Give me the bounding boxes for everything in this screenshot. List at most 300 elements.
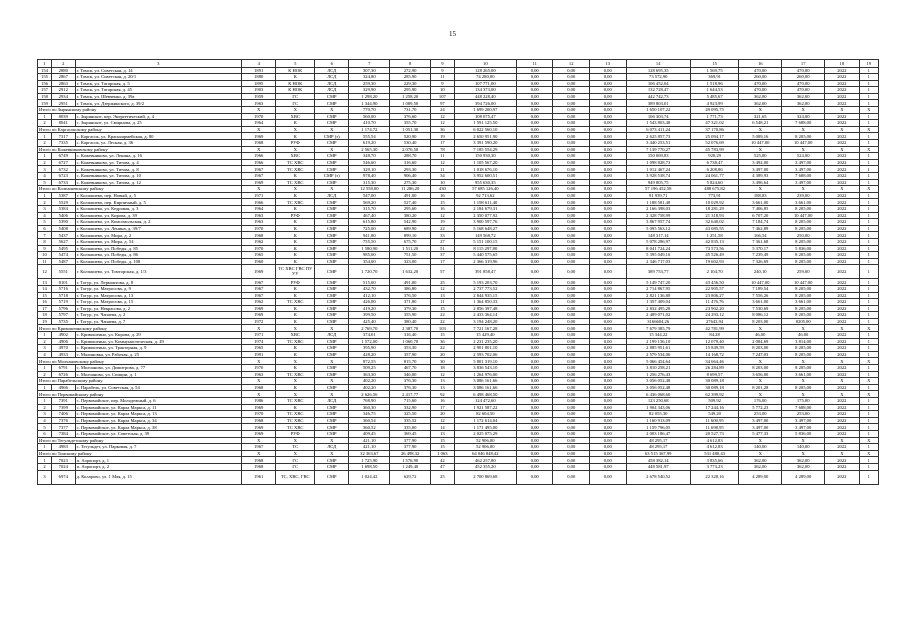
table-cell: 1991 — [242, 351, 276, 358]
table-cell: 13 — [431, 430, 455, 437]
table-cell: 0,00 — [589, 332, 626, 339]
table-cell: 156 — [38, 80, 52, 87]
table-cell: X — [315, 437, 349, 444]
table-cell: 1968 — [242, 457, 276, 464]
table-cell: X — [242, 358, 276, 365]
table-cell: г. Тогур, ул. Некрасова, д. 2 — [75, 305, 241, 312]
table-cell: X — [315, 325, 349, 332]
table-cell: 0,00 — [589, 126, 626, 133]
table-cell: 10 447,00 — [739, 279, 782, 286]
table-cell: 2022 — [825, 463, 859, 470]
table-cell: 524,00 — [782, 153, 825, 160]
table-cell: 1 — [859, 166, 878, 173]
table-cell: 2 — [38, 159, 52, 166]
table-cell: 2022 — [825, 225, 859, 232]
table-cell: 1962 — [242, 238, 276, 245]
table-cell: СМР — [315, 120, 349, 127]
table-cell: 0,00 — [553, 186, 590, 193]
table-cell: 1 — [859, 384, 878, 391]
table-cell: 560,00 — [349, 113, 390, 120]
table-cell: 0,00 — [589, 166, 626, 173]
table-cell: 1970 — [242, 411, 276, 418]
table-cell: 1 — [859, 365, 878, 372]
table-cell: 1 771,73 — [690, 113, 738, 120]
table-cell: 5 485,67 — [690, 93, 738, 100]
table-cell: 419,20 — [349, 305, 390, 312]
table-cell: 3 194 248,20 — [454, 318, 516, 325]
table-cell: 253,00 — [782, 411, 825, 418]
table-cell: ТС ХВС — [276, 424, 315, 431]
table-cell: 37 170,86 — [690, 126, 738, 133]
table-cell: 2880 — [51, 67, 75, 74]
table-cell: X — [315, 378, 349, 385]
table-cell: 8 205,00 — [782, 345, 825, 352]
table-cell: 0,00 — [516, 159, 553, 166]
table-cell: 5 078 286,97 — [626, 238, 690, 245]
table-cell: ЛСД — [315, 192, 349, 199]
table-cell: 377,90 — [390, 437, 431, 444]
table-cell: X — [859, 325, 878, 332]
table-cell: 0,00 — [553, 212, 590, 219]
table-cell: ЛСД — [315, 332, 349, 339]
table-cell: 157 — [38, 87, 52, 94]
table-cell: г. Томск, ул. Татарская, д. 45 — [75, 87, 241, 94]
table-cell: 1969 — [242, 430, 276, 437]
table-cell: 2 — [38, 199, 52, 206]
table-cell: 1 174,72 — [349, 126, 390, 133]
table-cell: К — [276, 252, 315, 259]
table-cell: 10 029,92 — [690, 199, 738, 206]
table-cell: X — [242, 437, 276, 444]
table-cell: Итого по Колпашевскому району — [38, 186, 242, 193]
table-cell: 285,90 — [390, 74, 431, 81]
table-cell: X — [739, 146, 782, 153]
table-cell: СМР — [315, 153, 349, 160]
table-cell: 0,00 — [516, 87, 553, 94]
table-cell: 18 — [38, 312, 52, 319]
table-cell: 5 395 049,16 — [626, 252, 690, 259]
table-cell: X — [782, 391, 825, 398]
table-cell: 11 476,76 — [690, 299, 738, 306]
table-cell: 3 391 590,20 — [454, 140, 516, 147]
table-cell: 357,90 — [390, 351, 431, 358]
table-cell: 3 497,00 — [782, 424, 825, 431]
table-cell: 421,10 — [349, 437, 390, 444]
table-cell: 0,00 — [516, 146, 553, 153]
table-cell: 399,50 — [349, 312, 390, 319]
table-cell: К НОК — [276, 80, 315, 87]
table-cell: 355,90 — [390, 312, 431, 319]
table-cell: 0,00 — [589, 470, 626, 484]
table-cell: 2022 — [825, 384, 859, 391]
table-cell: 362,00 — [739, 100, 782, 107]
table-cell: 362,00 — [782, 100, 825, 107]
table-cell: 5718 — [51, 292, 75, 299]
table-cell: 0,00 — [553, 166, 590, 173]
table-cell: 27643,94 — [690, 318, 738, 325]
table-cell: 354,00 — [349, 258, 390, 265]
table-cell: 462 257,80 — [454, 457, 516, 464]
table-cell: ТС ХВС — [276, 417, 315, 424]
table-cell: 46,00 — [739, 332, 782, 339]
table-cell: 0,00 — [516, 232, 553, 239]
table-cell: 0,00 — [516, 351, 553, 358]
table-cell: 0,00 — [516, 457, 553, 464]
table-cell: 425,40 — [349, 318, 390, 325]
table-cell: 19 602,93 — [690, 258, 738, 265]
table-cell: 2 — [38, 371, 52, 378]
table-cell: 5 477,33 — [739, 430, 782, 437]
table-cell: ТС ХВС — [276, 199, 315, 206]
table-cell: 0,00 — [553, 232, 590, 239]
table-cell: 0,00 — [553, 345, 590, 352]
table-cell: 5719 — [51, 299, 75, 306]
table-cell: X — [276, 186, 315, 193]
table-cell: 0,00 — [589, 299, 626, 306]
table-cell: 7 530,69 — [739, 305, 782, 312]
table-cell: 22 — [431, 318, 455, 325]
table-cell: 5 824,60 — [690, 179, 738, 186]
table-cell: 0,00 — [553, 219, 590, 226]
table-cell: СМР — [315, 219, 349, 226]
page-number: 15 — [449, 30, 456, 38]
table-cell: 3 056 052,48 — [626, 384, 690, 391]
table-cell: 259,00 — [782, 265, 825, 279]
table-cell: 1971 — [242, 192, 276, 199]
table-cell: 380,20 — [390, 212, 431, 219]
table-cell: 0,00 — [516, 299, 553, 306]
table-cell: 1 — [859, 159, 878, 166]
table-cell: 4 — [242, 60, 276, 68]
table-cell: 3 661,00 — [739, 199, 782, 206]
district-total-row — [38, 126, 879, 133]
table-cell: 13 — [431, 384, 455, 391]
table-cell: 26 498,32 — [390, 450, 431, 457]
table-cell: 0,00 — [553, 358, 590, 365]
table-cell: 9 — [431, 60, 455, 68]
table-cell: 7023 — [51, 457, 75, 464]
table-cell: 107 771,00 — [454, 80, 516, 87]
table-cell: 11 — [38, 258, 52, 265]
table-cell: 2022 — [825, 133, 859, 140]
table-cell: 128 265,00 — [454, 67, 516, 74]
table-cell: СМР — [315, 113, 349, 120]
table-cell: 1 — [38, 192, 52, 199]
table-cell: 4 — [38, 173, 52, 180]
table-cell: с. Кожевниково, ул. Титова, д. 8 — [75, 166, 241, 173]
table-cell: 17 — [431, 404, 455, 411]
table-cell: 402,20 — [349, 378, 390, 385]
table-cell: 21 318,93 — [690, 212, 738, 219]
table-cell: 15 — [431, 199, 455, 206]
table-cell: 0,00 — [589, 391, 626, 398]
table-cell: 0,00 — [553, 238, 590, 245]
table-cell: 47 — [431, 463, 455, 470]
table-cell: 0,00 — [516, 153, 553, 160]
table-cell: 0,00 — [589, 463, 626, 470]
table-cell: 2 104,70 — [690, 265, 738, 279]
table-cell: 47 321,02 — [690, 120, 738, 127]
table-cell: 6 707,20 — [739, 212, 782, 219]
table-cell: 0,00 — [553, 225, 590, 232]
table-cell: СМР — [315, 351, 349, 358]
table-cell: 2022 — [825, 404, 859, 411]
table-cell: 22 — [431, 225, 455, 232]
table-cell: 12 079,40 — [690, 338, 738, 345]
table-cell: 6 073 411,24 — [626, 126, 690, 133]
table-row — [38, 140, 879, 147]
table-cell: 1 — [859, 199, 878, 206]
table-cell: X — [739, 437, 782, 444]
table-cell: 19 — [38, 318, 52, 325]
table-cell: 11 — [431, 299, 455, 306]
table-cell: 62 399,92 — [690, 391, 738, 398]
table-cell: г. Томск, ул. Советская, д. 20/1 — [75, 74, 241, 81]
table-cell: 1 098 828,73 — [626, 159, 690, 166]
table-cell: 0,00 — [553, 292, 590, 299]
table-cell: 7 688,00 — [782, 404, 825, 411]
table-cell: X — [739, 325, 782, 332]
table-cell: 14 — [431, 424, 455, 431]
table-cell: 619,20 — [349, 140, 390, 147]
table-cell: К — [276, 365, 315, 372]
table-cell: 16 — [739, 60, 782, 68]
table-cell: 8 — [390, 60, 431, 68]
table-cell: 42 781,99 — [690, 325, 738, 332]
table-cell: X — [739, 391, 782, 398]
table-cell: 10 447,00 — [782, 140, 825, 147]
table-cell: X — [825, 107, 859, 114]
table-cell: 73 572,90 — [626, 74, 690, 81]
table-cell: 353,30 — [390, 345, 431, 352]
table-cell: 1 — [859, 404, 878, 411]
table-cell: 0,00 — [553, 265, 590, 279]
table-cell: 288,70 — [390, 153, 431, 160]
table-cell: 360,54 — [349, 417, 390, 424]
table-cell: 1963 — [242, 371, 276, 378]
table-cell: К — [276, 318, 315, 325]
table-cell: Итого по Зырянскому району — [38, 107, 242, 114]
table-cell: 13 — [431, 378, 455, 385]
table-cell: 1 543 803,48 — [626, 120, 690, 127]
table-cell: РУФ — [276, 279, 315, 286]
table-cell: 409,45 — [349, 430, 390, 437]
table-cell: СМР — [315, 100, 349, 107]
table-cell: 1 160 913,09 — [626, 417, 690, 424]
table-cell: 1 063 — [431, 450, 455, 457]
table-cell: 1 — [859, 100, 878, 107]
table-cell: 2 885 951,61 — [626, 345, 690, 352]
table-cell: 1 — [38, 457, 52, 464]
table-cell: 1 — [859, 430, 878, 437]
table-cell: 1966 — [242, 153, 276, 160]
district-total-row — [38, 391, 879, 398]
table-cell: 23 806,27 — [690, 292, 738, 299]
table-cell: 0,00 — [589, 312, 626, 319]
table-cell: 2022 — [825, 292, 859, 299]
table-cell: с. Первомайское, ул. Карла Маркса, д. 34 — [75, 417, 241, 424]
table-cell: 0,00 — [516, 120, 553, 127]
table-cell: 15 429,40 — [454, 332, 516, 339]
table-cell: 1970 — [242, 245, 276, 252]
table-cell: 3 773,23 — [690, 463, 738, 470]
table-cell: 4970 — [51, 345, 75, 352]
table-cell: 1 — [38, 365, 52, 372]
table-cell: 0,00 — [516, 179, 553, 186]
table-cell: 0,00 — [553, 424, 590, 431]
table-cell: 150 069,83 — [626, 153, 690, 160]
table-cell: X — [242, 450, 276, 457]
table-cell: 325,50 — [390, 411, 431, 418]
table-cell: Итого по Каргасокскому району — [38, 126, 242, 133]
table-cell: 0,00 — [516, 74, 553, 81]
table-cell: 3 492,00 — [739, 159, 782, 166]
table-cell: 0,00 — [589, 417, 626, 424]
table-cell: 8 205,00 — [782, 225, 825, 232]
table-row — [38, 179, 879, 186]
table-cell: 0,00 — [589, 192, 626, 199]
table-cell: СМР — [315, 312, 349, 319]
table-cell: 0,00 — [516, 192, 553, 199]
table-cell: 1966 — [242, 199, 276, 206]
table-cell: 1969 — [242, 404, 276, 411]
table-cell: 0,00 — [553, 74, 590, 81]
table-cell: 1 — [859, 87, 878, 94]
table-cell: 491,00 — [390, 279, 431, 286]
table-cell: К — [276, 351, 315, 358]
table-cell: 0,00 — [553, 365, 590, 372]
table-cell: 1 — [38, 398, 52, 405]
district-total-row — [38, 358, 879, 365]
table-cell: X — [825, 378, 859, 385]
table-cell: 1 — [859, 299, 878, 306]
table-cell: 2022 — [825, 318, 859, 325]
table-cell: 2 346 717,03 — [626, 258, 690, 265]
table-cell: X — [782, 437, 825, 444]
table-cell: 229,30 — [390, 80, 431, 87]
table-cell: 4 612,83 — [690, 437, 738, 444]
table-cell: 5 168 648,27 — [454, 225, 516, 232]
table-cell: 1 051,30 — [390, 126, 431, 133]
table-cell: 0,00 — [589, 80, 626, 87]
table-cell: 140,00 — [782, 444, 825, 451]
table-cell: 1 — [859, 258, 878, 265]
table-cell: 546,60 — [349, 159, 390, 166]
table-cell: 1970 — [242, 225, 276, 232]
table-cell: 1 105 567,20 — [454, 159, 516, 166]
table-cell: ХВС — [276, 153, 315, 160]
table-cell: 188,83 — [739, 192, 782, 199]
table-cell: 1 — [859, 411, 878, 418]
table-cell: X — [276, 378, 315, 385]
table-cell: 49 095,75 — [690, 107, 738, 114]
table-cell: 33 — [431, 232, 455, 239]
table-cell: 14 168,72 — [690, 351, 738, 358]
table-cell: 43 085,55 — [690, 225, 738, 232]
table-cell: ЛСД — [315, 87, 349, 94]
table-cell: 1 — [859, 252, 878, 259]
table-cell: 32 363,67 — [349, 450, 390, 457]
table-cell: 376,60 — [390, 113, 431, 120]
table-cell: 2 821 136,88 — [626, 292, 690, 299]
table-cell: К — [276, 173, 315, 180]
table-cell: X — [242, 126, 276, 133]
table-cell: 2022 — [825, 232, 859, 239]
table-cell: 2022 — [825, 212, 859, 219]
table-cell: 6723 — [51, 173, 75, 180]
table-cell: X — [859, 107, 878, 114]
table-cell: 74 280,00 — [454, 74, 516, 81]
table-cell: ТС ХВС ГВС ПУ УУ — [276, 265, 315, 279]
table-cell: 15 344,22 — [626, 332, 690, 339]
table-cell: с. Молчаново, ул. Димитрова, д. 77 — [75, 365, 241, 372]
table-cell: 2022 — [825, 299, 859, 306]
table-cell: 48 295,17 — [626, 437, 690, 444]
table-cell: 1967 — [242, 292, 276, 299]
table-cell: 8 699,57 — [690, 371, 738, 378]
table-cell: 5 — [276, 60, 315, 68]
table-cell: 295,90 — [390, 87, 431, 94]
table-cell: 15 — [431, 437, 455, 444]
table-cell: 295,60 — [390, 205, 431, 212]
table-row — [38, 113, 879, 120]
table-cell: 57 196 452,58 — [626, 186, 690, 193]
table-cell: 4906 — [51, 338, 75, 345]
table-cell: 0,00 — [589, 285, 626, 292]
table-row — [38, 153, 879, 160]
table-cell: 515,00 — [349, 279, 390, 286]
table-cell: 389 753,77 — [626, 265, 690, 279]
table-cell: СМР — [315, 225, 349, 232]
table-cell: ГС — [276, 93, 315, 100]
table-cell: X — [825, 391, 859, 398]
table-cell: 1 — [859, 398, 878, 405]
table-cell: 26 284,89 — [690, 365, 738, 372]
table-cell: 362,00 — [782, 93, 825, 100]
table-cell: 8 205,00 — [782, 305, 825, 312]
table-cell: 0,00 — [516, 292, 553, 299]
table-cell: 3 835,66 — [690, 457, 738, 464]
table-row — [38, 417, 879, 424]
table-cell: 12 — [431, 159, 455, 166]
table-cell: 7 326,69 — [739, 258, 782, 265]
table-cell: 335,52 — [390, 417, 431, 424]
table-cell: 1 699 200,97 — [454, 107, 516, 114]
table-cell: 0,00 — [589, 279, 626, 286]
table-cell: 2022 — [825, 159, 859, 166]
table-cell: X — [825, 126, 859, 133]
table-cell: 1 249,40 — [390, 463, 431, 470]
table-cell: 1970 — [242, 113, 276, 120]
table-cell: 25 — [431, 279, 455, 286]
table-row — [38, 159, 879, 166]
table-cell: 92 713,62 — [454, 192, 516, 199]
table-cell: 8 205,00 — [782, 133, 825, 140]
table-cell: с. Парабель, ул. Советская, д. 54 — [75, 384, 241, 391]
table-cell: 1967 — [242, 166, 276, 173]
table-cell: 0,00 — [553, 444, 590, 451]
table-cell: 0,00 — [589, 87, 626, 94]
table-cell: X — [315, 107, 349, 114]
table-cell: 5735 — [51, 318, 75, 325]
table-cell: СМР — [315, 179, 349, 186]
table-cell: 316,40 — [390, 332, 431, 339]
table-cell: 0,00 — [553, 371, 590, 378]
table-cell: X — [859, 126, 878, 133]
table-cell: 2 626,56 — [349, 391, 390, 398]
table-cell: 8 205,00 — [782, 285, 825, 292]
table-cell: 7399 — [51, 404, 75, 411]
